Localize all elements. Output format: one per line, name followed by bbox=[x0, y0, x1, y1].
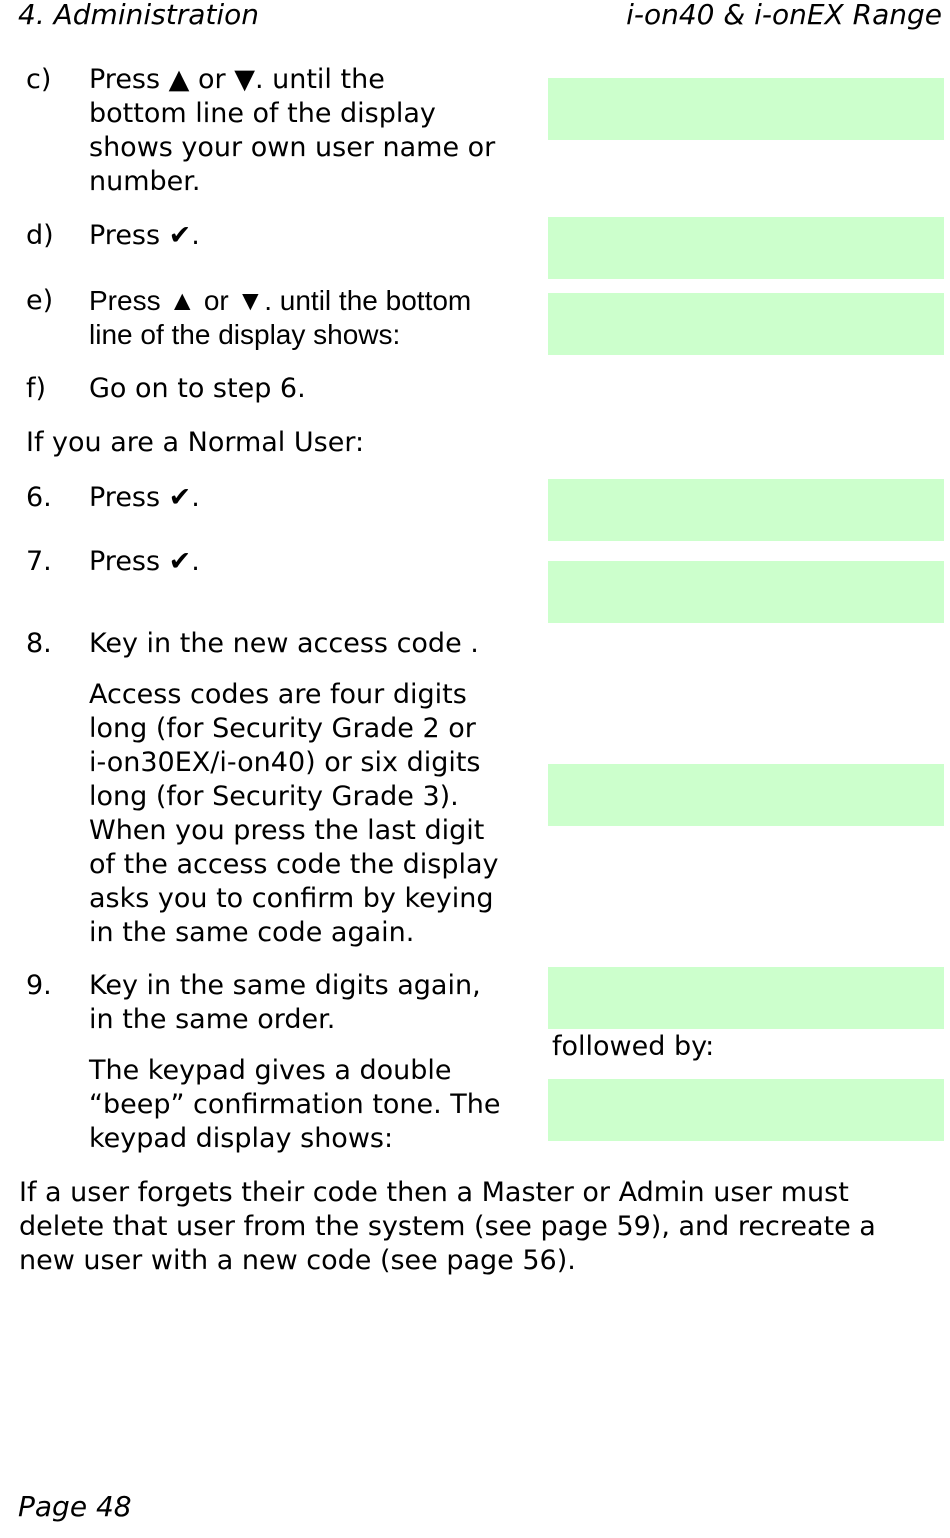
beep-note-line-1: The keypad gives a double bbox=[89, 1055, 452, 1086]
step-9-line-1: Key in the same digits again, bbox=[89, 970, 481, 1001]
step-label-d: d) bbox=[26, 220, 54, 251]
normal-user-heading: If you are a Normal User: bbox=[26, 427, 365, 458]
step-c-line-2: bottom line of the display bbox=[89, 98, 436, 129]
keypad-display-user-code bbox=[548, 479, 944, 541]
step-f-line-1: Go on to step 6. bbox=[89, 373, 306, 404]
step-label-f: f) bbox=[26, 373, 47, 404]
beep-note-line-3: keypad display shows: bbox=[89, 1123, 394, 1154]
followed-by-text: followed by: bbox=[552, 1031, 715, 1062]
access-code-note-line-6: of the access code the display bbox=[89, 849, 499, 880]
step-7-line-1: Press ✔. bbox=[89, 546, 200, 577]
step-label-9: 9. bbox=[26, 970, 52, 1001]
step-c-line-4: number. bbox=[89, 166, 201, 197]
page-number: Page 48 bbox=[18, 1490, 132, 1523]
access-code-note-line-1: Access codes are four digits bbox=[89, 679, 467, 710]
step-label-8: 8. bbox=[26, 628, 52, 659]
access-code-note-line-8: in the same code again. bbox=[89, 917, 415, 948]
step-8-line-1: Key in the new access code . bbox=[89, 628, 479, 659]
access-code-note-line-5: When you press the last digit bbox=[89, 815, 485, 846]
keypad-display-final-user-code bbox=[548, 1079, 944, 1141]
step-6-line-1: Press ✔. bbox=[89, 482, 200, 513]
keypad-display-confirm-code bbox=[548, 764, 944, 826]
closing-paragraph-line-3: new user with a new code (see page 56). bbox=[19, 1245, 576, 1276]
keypad-display-user-name bbox=[548, 217, 944, 279]
step-d-line-1: Press ✔. bbox=[89, 220, 200, 251]
keypad-display-edit-user bbox=[548, 78, 944, 140]
step-c-line-1: Press ▲ or ▼. until the bbox=[89, 64, 385, 95]
keypad-display-code-changed bbox=[548, 967, 944, 1029]
access-code-note-line-3: i-on30EX/i-on40) or six digits bbox=[89, 747, 481, 778]
keypad-display-assign-code bbox=[548, 561, 944, 623]
step-c-line-3: shows your own user name or bbox=[89, 132, 496, 163]
access-code-note-line-4: long (for Security Grade 3). bbox=[89, 781, 459, 812]
keypad-display-user-code-menu bbox=[548, 293, 944, 355]
section-title: 4. Administration bbox=[18, 0, 259, 31]
access-code-note-line-2: long (for Security Grade 2 or bbox=[89, 713, 476, 744]
step-e-line-2: line of the display shows: bbox=[89, 319, 401, 350]
step-9-line-2: in the same order. bbox=[89, 1004, 336, 1035]
product-range-title: i-on40 & i-onEX Range bbox=[626, 0, 942, 31]
step-label-c: c) bbox=[26, 64, 52, 95]
closing-paragraph-line-1: If a user forgets their code then a Master or Admin user must bbox=[19, 1177, 849, 1208]
step-label-7: 7. bbox=[26, 546, 52, 577]
step-label-e: e) bbox=[26, 285, 54, 316]
beep-note-line-2: “beep” confirmation tone. The bbox=[89, 1089, 501, 1120]
step-label-6: 6. bbox=[26, 482, 52, 513]
closing-paragraph-line-2: delete that user from the system (see page 59), and recreate a bbox=[19, 1211, 876, 1242]
access-code-note-line-7: asks you to confirm by keying bbox=[89, 883, 494, 914]
step-e-line-1: Press ▲ or ▼. until the bottom bbox=[89, 285, 472, 316]
